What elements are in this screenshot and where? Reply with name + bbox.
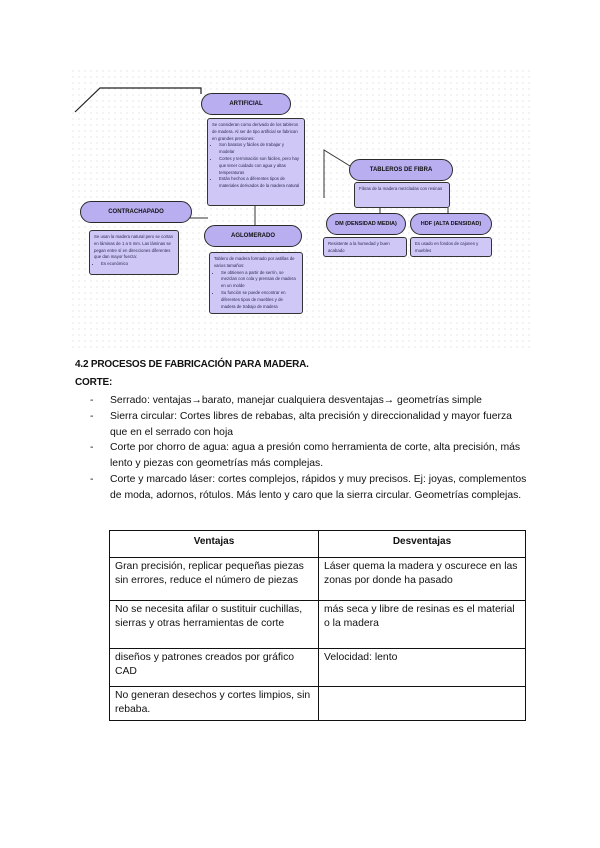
- node-artificial-bullet: • Son baratos y fáciles de trabajar y modelar: [219, 142, 300, 156]
- node-artificial-bullet: • Están hechos a diferentes tipos de materiales derivados de la madera natural: [219, 176, 300, 190]
- node-hdf-text: Es usado en fondos de cajones y muebles: [415, 241, 479, 253]
- node-dm-box: [323, 237, 407, 257]
- table-header-ventajas: Ventajas: [110, 531, 319, 558]
- connector-tableros-left: [324, 150, 350, 198]
- table-cell: No generan desechos y cortes limpios, sin rebaba.: [110, 687, 319, 721]
- node-artificial-bullet: • Cortes y terminación son fáciles, pero hay que tener cuidado con agua y altas temperaturas: [219, 156, 300, 176]
- table-cell: No se necesita afilar o sustituir cuchillas, sierras y otras herramientas de corte: [110, 601, 319, 649]
- table-cell: Láser quema la madera y oscurece en las zonas por donde ha pasado: [319, 558, 526, 601]
- cutting-methods-list: [90, 393, 530, 504]
- section-subheading: CORTE:: [75, 377, 113, 388]
- table-row: [110, 687, 526, 721]
- table-header-row: [110, 531, 526, 558]
- table-row: [110, 601, 526, 649]
- node-contrachapado-title: CONTRACHAPADO: [80, 201, 192, 223]
- laser-comparison-table: [109, 530, 526, 721]
- list-item: - Corte por chorro de agua: agua a presión como herramienta de corte, alta precisión, más lento y piezas con geometrías más complejas.: [90, 440, 530, 472]
- table-cell: Velocidad: lento: [319, 649, 526, 687]
- list-item: - Sierra circular: Cortes libres de rebabas, alta precisión y direccionalidad y mayor fuerza que en el serrado con hoja: [90, 409, 530, 441]
- table-cell: más seca y libre de resinas es el material o la madera: [319, 601, 526, 649]
- table-header-desventajas: Desventajas: [319, 531, 526, 558]
- node-artificial-title: ARTIFICIAL: [201, 93, 291, 115]
- node-contrachapado-box: [89, 230, 179, 275]
- node-contrachapado-bullet: • Es económico: [101, 261, 174, 268]
- table-cell: [319, 687, 526, 721]
- node-dm-text: Resistente a la humedad y buen acabado: [328, 241, 390, 253]
- node-contrachapado-intro: Se usan la madera natural pero se cortan en láminas de 1 a 5 mm. Las láminas se pegan entre sí en direcciones diferentes que dan mayor fuerza:: [94, 234, 174, 260]
- node-aglomerado-bullet: • Su función se puede encontrar en diferentes tipos de muebles y de madera de trabajo de madera: [221, 290, 298, 310]
- table-cell: Gran precisión, replicar pequeñas piezas sin errores, reduce el número de piezas: [110, 558, 319, 601]
- node-artificial-box: [207, 118, 305, 206]
- node-aglomerado-intro: Tablero de madera formado por astillas de varios tamaños:: [214, 256, 295, 268]
- node-artificial-intro: Se consideran como derivado de los tableros de madera. Al ser de tipo artificial se fabrican en grandes presiones:: [212, 122, 298, 141]
- section-heading: 4.2 PROCESOS DE FABRICACIÓN PARA MADERA.: [75, 359, 309, 370]
- table-row: [110, 558, 526, 601]
- node-dm-title: DM (DENSIDAD MEDIA): [326, 213, 406, 235]
- concept-map: [70, 68, 532, 350]
- node-tableros-title: TABLEROS DE FIBRA: [349, 159, 453, 181]
- node-hdf-box: [410, 237, 492, 257]
- node-aglomerado-box: [209, 252, 303, 314]
- list-item: - Serrado: ventajas→barato, manejar cualquiera desventajas→ geometrías simple: [90, 393, 530, 409]
- table-cell: diseños y patrones creados por gráfico CAD: [110, 649, 319, 687]
- node-hdf-title: HDF (ALTA DENSIDAD): [410, 213, 492, 235]
- node-aglomerado-title: AGLOMERADO: [204, 225, 302, 247]
- node-tableros-text: Fibras de la madera mezcladas con resinas: [359, 186, 443, 191]
- list-item: - Corte y marcado láser: cortes complejos, rápidos y muy precisos. Ej: joyas, complementos de moda, adornos, rótulos. Más lento y caro que la sierra circular. Geometrías complejas.: [90, 472, 530, 504]
- node-tableros-box: [354, 182, 450, 208]
- connector-top-left: [75, 88, 201, 112]
- table-row: [110, 649, 526, 687]
- node-aglomerado-bullet: • Se obtienen a partir de serrín, se mezclan con cola y prensas de madera en un molde: [221, 270, 298, 290]
